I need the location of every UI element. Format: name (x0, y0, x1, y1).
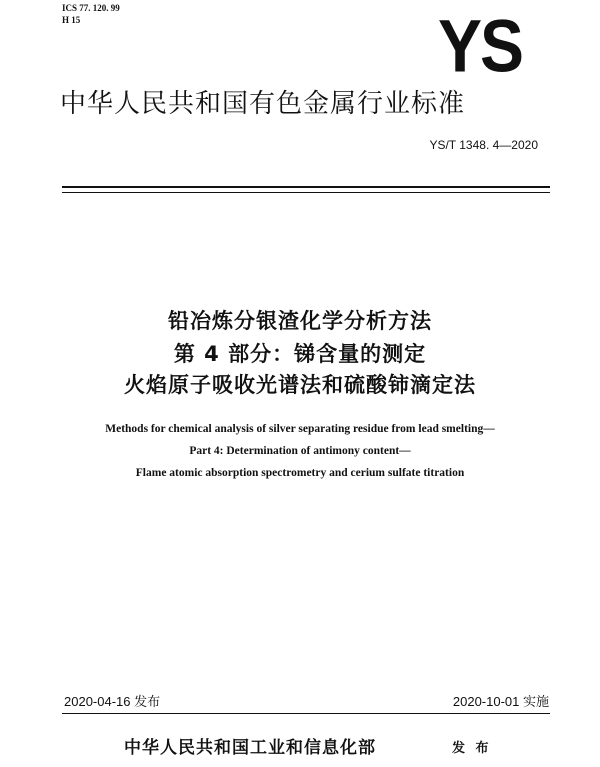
issuer-name: 中华人民共和国工业和信息化部 (124, 738, 376, 758)
ics-code: ICS 77. 120. 99 (62, 3, 120, 13)
implement-date: 2020-10-01 实施 (452, 694, 549, 709)
header-divider-thin (62, 192, 550, 193)
title-cn-line3: 火焰原子吸收光谱法和硫酸铈滴定法 (124, 373, 476, 397)
issue-label: 发 布 (452, 741, 492, 756)
classification-code: H 15 (62, 15, 81, 25)
title-en-line3: Flame atomic absorption spectrometry and cerium sulfate titration (135, 467, 465, 479)
footer-divider (62, 713, 550, 714)
organization-title: 中华人民共和国有色金属行业标准 (60, 89, 466, 119)
title-cn-line2: 第 4 部分：锑含量的测定 (173, 342, 427, 366)
standard-number: YS/T 1348. 4—2020 (429, 138, 538, 152)
ys-logo: YS (437, 4, 522, 88)
title-cn-line1: 铅冶炼分银渣化学分析方法 (168, 309, 432, 333)
header-divider-thick (62, 186, 550, 188)
publish-date: 2020-04-16 发布 (64, 694, 161, 709)
title-en-line2: Part 4: Determination of antimony content— (189, 445, 411, 457)
title-en-line1: Methods for chemical analysis of silver separating residue from lead smelting— (105, 423, 495, 435)
